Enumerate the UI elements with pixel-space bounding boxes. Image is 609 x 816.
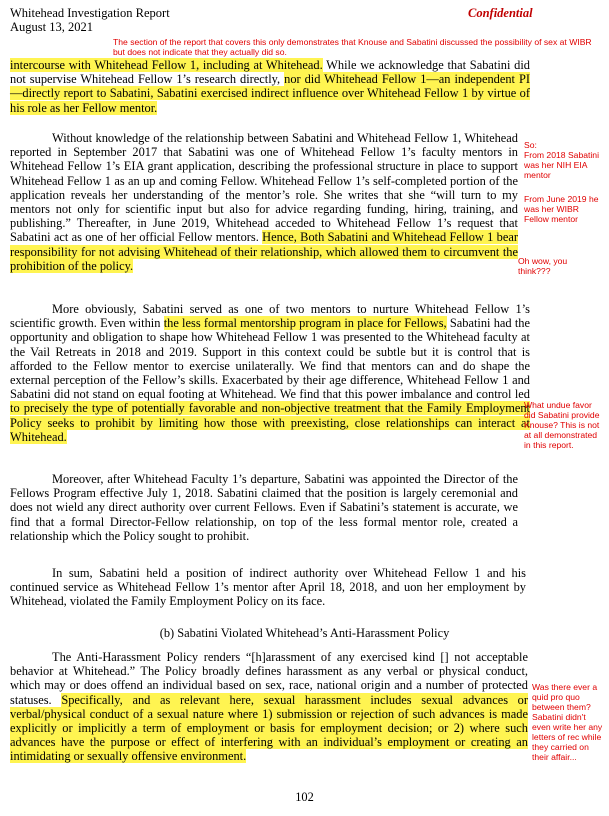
highlight: the less formal mentorship program in place for Fellows, — [163, 316, 447, 331]
annotation-quid-pro-quo: Was there ever a quid pro quo between them? Sabatini didn't even write her any letters of rec while they carried on their affair... — [532, 682, 603, 762]
paragraph-1 — [10, 58, 530, 115]
annotation-undue-favor: What undue favor did Sabatini provide Knouse? This is not at all demonstrated in this report. — [524, 400, 600, 450]
annotation-from-2018: From 2018 Sabatini was her NIH EIA mentor — [524, 150, 599, 180]
annotation-top: The section of the report that covers this only demonstrates that Knouse and Sabatini discussed the possibility of sex at WIBR but does not indicate that they actually did so. — [113, 37, 592, 57]
text-run: More obviously, Sabatini served as one of two mentors to nurture Whitehead Fellow 1’s scientific growth. Even within — [10, 302, 530, 331]
paragraph-3 — [10, 302, 530, 444]
annotation-from-2019: From June 2019 he was her WIBR Fellow mentor — [524, 194, 599, 224]
paragraph-5 — [10, 566, 526, 609]
highlight: Specifically, and as relevant here, sexual harassment includes sexual advances or verbal/physical conduct of a sexual nature where 1) submission or rejection of such advances is made explicitly or implicitly a term of employment or basis for employment decision; or 2) where such advances have the purpose or effect of interfering with an individual’s employment or creating an intimidating or sexually offensive environment. — [10, 692, 528, 764]
text-run: Moreover, after Whitehead Faculty 1’s departure, Sabatini was appointed the Director of the Fellows Program effective July 1, 2018. Sabatini claimed that the position is largely ceremonial and does not wield any direct authority over current Fellows. Even if Sabatini’s statement is accurate, we find that a formal Director-Fellow relationship, on top of the less formal mentor role, created a relationship which the Policy sought to prohibit. — [10, 472, 518, 543]
text-run: Sabatini had the opportunity and obligation to shape how Whitehead Fellow 1 was presented to the Whitehead faculty at the Vail Retreats in 2018 and 2019. Support in this context could be subtle but it is control that is afforded to the Fellow mentor to exercise unilaterally. We find that mentors can and do shape the external perception of the Fellow’s skills. Exacerbated by their age difference, Whitehead Fellow 1 and Sabatini did not stand on equal footing at Whitehead. We find that this power imbalance and control led — [10, 316, 530, 402]
section-subheading: (b) Sabatini Violated Whitehead’s Anti-Harassment Policy — [159, 626, 450, 640]
text-run: Without knowledge of the relationship between Sabatini and Whitehead Fellow 1, Whitehead reported in September 2017 that Sabatini was one of Whitehead Fellow 1’s faculty mentors in Whitehead Fellow 1’s EIA grant application, describing the professional structure in place to support Whitehead Fellow 1 as an up and coming Fellow. Whitehead Fellow 1’s self-completed portion of the application reveals her understanding of the mentor’s role. She writes that she “will turn to my mentors not only for scientific input but also for advice regarding funding, hiring, training, and publishing.” Thereafter, in June 2019, Whitehead acceded to Whitehead Fellow 1’s request that Sabatini act as one of her official Fellow mentors. — [10, 131, 518, 245]
paragraph-4 — [10, 472, 518, 543]
annotation-oh-wow: Oh wow, you think??? — [518, 256, 568, 276]
report-date: August 13, 2021 — [10, 20, 93, 34]
text-run: While we acknowledge that Sabatini did not supervise Whitehead Fellow 1’s research directly, — [10, 58, 530, 87]
page-number: 102 — [295, 790, 314, 804]
highlight: intercourse with Whitehead Fellow 1, including at Whitehead. — [10, 58, 323, 72]
paragraph-6 — [10, 650, 528, 764]
annotation-so: So: — [524, 140, 537, 150]
highlight: nor did Whitehead Fellow 1—an independent PI—directly report to Sabatini, Sabatini exercised indirect influence over Whitehead Fellow 1 by virtue of his role as her Fellow mentor. — [10, 72, 530, 115]
text-run: The Anti-Harassment Policy renders “[h]arassment of any exercised kind [] not acceptable behavior at Whitehead.” The Policy broadly defines harassment as any verbal or physical conduct, which may or does offend an individual based on sex, race, national origin and a number of protected statuses. — [10, 650, 528, 707]
confidential-label: Confidential — [468, 6, 533, 20]
report-title: Whitehead Investigation Report — [10, 6, 170, 20]
text-run: In sum, Sabatini held a position of indirect authority over Whitehead Fellow 1 and his continued service as Whitehead Fellow 1’s mentor after April 18, 2018, and uon her employment by Whitehead, violated the Family Employment Policy on its face. — [10, 566, 526, 609]
highlight: Hence, Both Sabatini and Whitehead Fellow 1 bear responsibility for not advising Whitehead of their relationship, which allowed them to circumvent the prohibition of the policy. — [10, 230, 518, 273]
paragraph-2 — [10, 131, 518, 273]
highlight: to precisely the type of potentially favorable and non-objective treatment that the Family Employment Policy seeks to prohibit by limiting how those with preexisting, close relationships can interact at Whitehead. — [10, 401, 530, 444]
